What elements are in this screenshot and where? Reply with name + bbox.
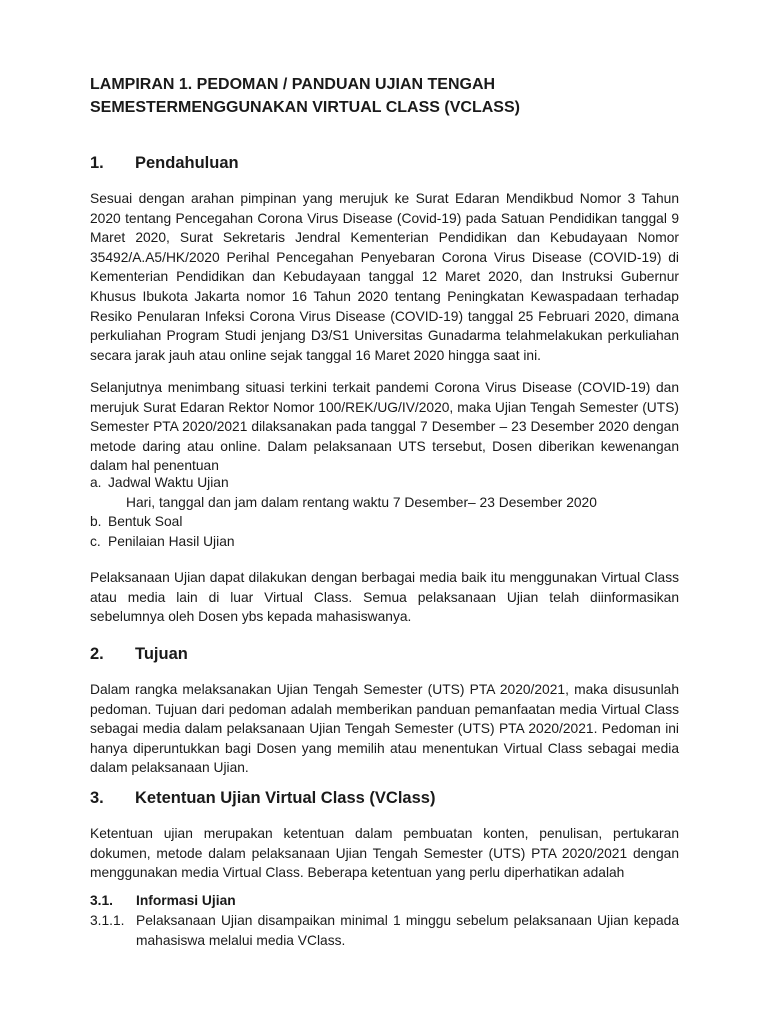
title-line-1: LAMPIRAN 1. PEDOMAN / PANDUAN UJIAN TENGAH <box>90 76 496 93</box>
paragraph-intro-closing: Pelaksanaan Ujian dapat dilakukan dengan berbagai media baik itu menggunakan Virtual Class atau media lain di luar Virtual Class. Semua pelaksanaan Ujian telah diinformasikan sebelumnya oleh Dosen ybs kepada mahasiswanya. <box>90 570 679 625</box>
list-item-detail: Hari, tanggal dan jam dalam rentang waktu 7 Desember– 23 Desember 2020 <box>126 494 597 510</box>
item-number: 3.1.1. <box>90 913 125 928</box>
list-item-text: Penilaian Hasil Ujian <box>108 533 235 549</box>
section-number: 1. <box>90 154 104 172</box>
list-item-text: Bentuk Soal <box>108 514 183 530</box>
list-marker: a. <box>90 475 102 490</box>
paragraph-tujuan: Dalam rangka melaksanakan Ujian Tengah Semester (UTS) PTA 2020/2021, maka disusunlah pedoman. Tujuan dari pedoman adalah memberikan panduan pemanfaatan media Virtual Class sebagai media dalam pelaksanaan Ujian Tengah Semester (UTS) PTA 2020/2021. Pedoman ini hanya diperuntukkan bagi Dosen yang memilih atau menentukan Virtual Class sebagai media dalam pelaksanaan Ujian. <box>90 682 679 776</box>
section-heading-tujuan <box>90 645 690 664</box>
subsection-number: 3.1. <box>90 893 114 908</box>
list-item <box>90 532 679 552</box>
section-number: 3. <box>90 789 104 807</box>
section-heading-ketentuan <box>90 789 690 808</box>
authority-list <box>90 473 679 551</box>
list-item-text: Jadwal Waktu Ujian <box>108 475 229 490</box>
paragraph-ketentuan: Ketentuan ujian merupakan ketentuan dalam pembuatan konten, penulisan, pertukaran dokumen, metode dalam pelaksanaan Ujian Tengah Semester (UTS) PTA 2020/2021 dengan menggunakan media Virtual Class. Beberapa ketentuan yang perlu diperhatikan adalah <box>90 826 679 881</box>
section-title: Tujuan <box>135 645 188 663</box>
subsection-heading-informasi-ujian <box>90 893 690 908</box>
section-heading-pendahuluan <box>90 154 690 173</box>
section-title: Pendahuluan <box>135 154 239 172</box>
paragraph-intro-1: Sesuai dengan arahan pimpinan yang merujuk ke Surat Edaran Mendikbud Nomor 3 Tahun 2020 tentang Pencegahan Corona Virus Disease (Covid-19) pada Satuan Pendidikan tanggal 9 Maret 2020, Surat Sekretaris Jendral Kementerian Pendidikan dan Kebudayaan Nomor 35492/A.A5/HK/2020 Perihal Pencegahan Penyebaran Corona Virus Disease (COVID-19) di Kementerian Pendidikan dan Kebudayaan tanggal 12 Maret 2020, dan Instruksi Gubernur Khusus Ibukota Jakarta nomor 16 Tahun 2020 tentang Peningkatan Kewaspadaan terhadap Resiko Penularan Infeksi Corona Virus Disease (COVID-19) tanggal 25 Februari 2020, dimana perkuliahan Program Studi jenjang D3/S1 Universitas Gunadarma telahmelakukan perkuliahan secara jarak jauh atau online sejak tanggal 16 Maret 2020 hingga saat ini. <box>90 191 679 363</box>
numbered-item <box>90 911 679 950</box>
list-item <box>90 473 679 512</box>
paragraph-intro-2: Selanjutnya menimbang situasi terkini terkait pandemi Corona Virus Disease (COVID-19) dan merujuk Surat Edaran Rektor Nomor 100/REK/UG/IV/2020, maka Ujian Tengah Semester (UTS) Semester PTA 2020/2021 dilaksanakan pada tanggal 7 Desember – 23 Desember 2020 dengan metode daring atau online. Dalam pelaksanaan UTS tersebut, Dosen diberikan kewenangan dalam hal penentuan <box>90 380 679 474</box>
list-item <box>90 512 679 532</box>
list-marker: c. <box>90 533 101 549</box>
list-marker: b. <box>90 514 102 530</box>
item-text: Pelaksanaan Ujian disampaikan minimal 1 minggu sebelum pelaksanaan Ujian kepada mahasiswa melalui media VClass. <box>136 913 679 948</box>
title-line-2: SEMESTERMENGGUNAKAN VIRTUAL CLASS (VCLASS) <box>90 99 520 116</box>
document-title <box>90 73 690 119</box>
section-number: 2. <box>90 645 104 663</box>
section-title: Ketentuan Ujian Virtual Class (VClass) <box>135 789 436 807</box>
subsection-title: Informasi Ujian <box>136 893 236 908</box>
